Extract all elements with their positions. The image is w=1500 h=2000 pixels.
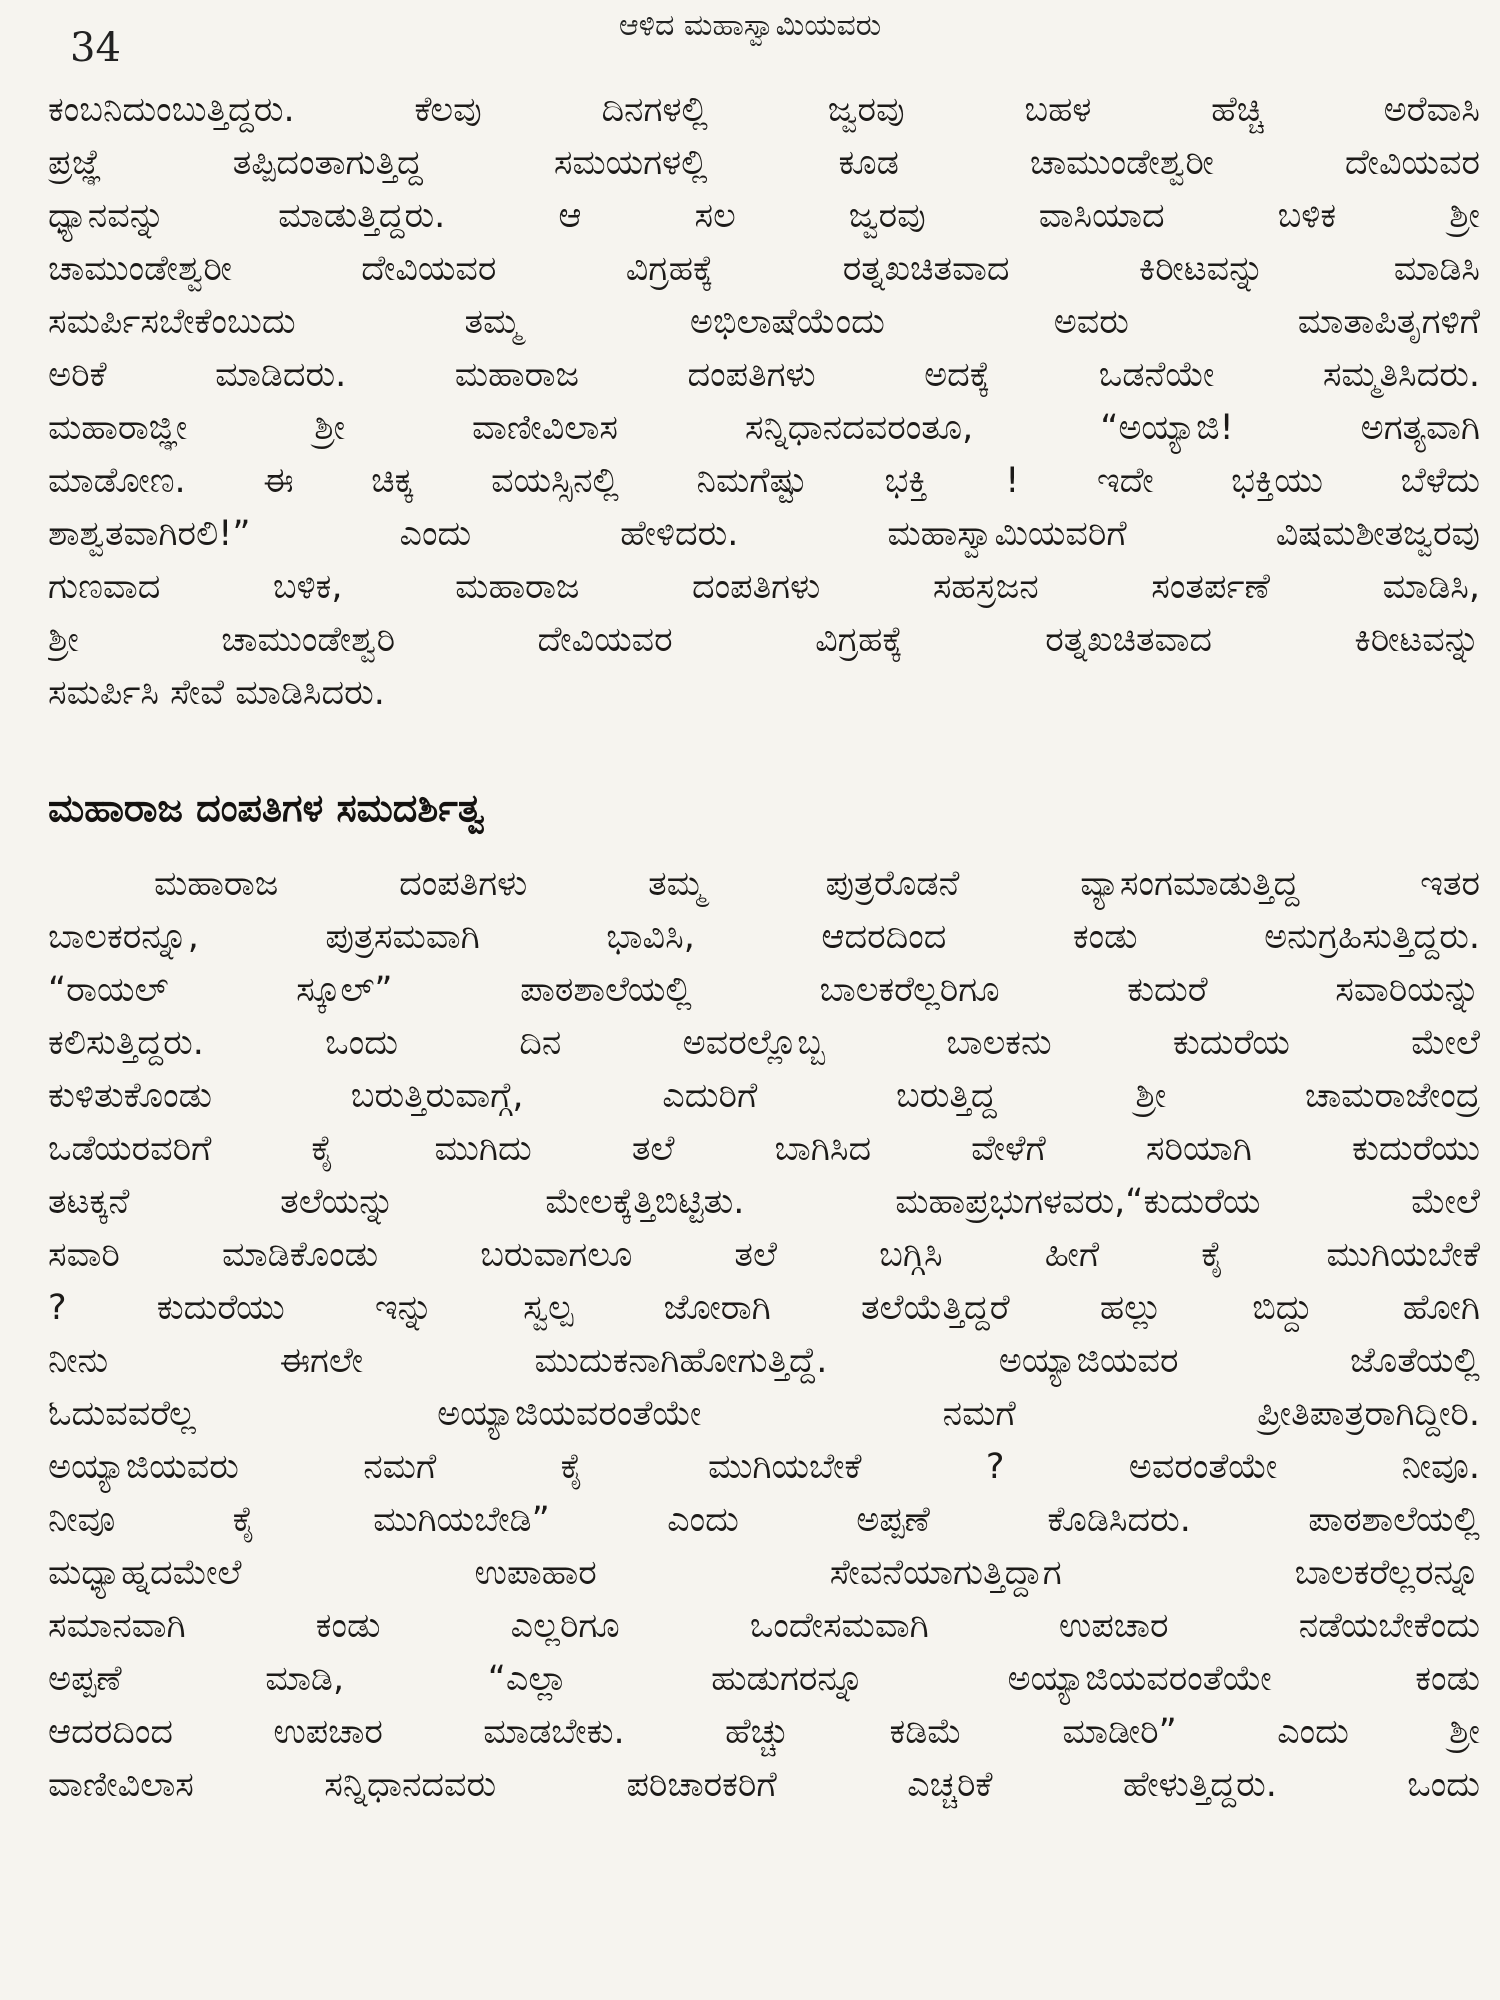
text-line: ಪ್ರಜ್ಞೆ ತಪ್ಪಿದಂತಾಗುತ್ತಿದ್ದ ಸಮಯಗಳಲ್ಲಿ ಕೂಡ ಚಾಮುಂಡೇಶ್ವರೀ ದೇವಿಯವರ — [48, 143, 1480, 183]
text-line: ಸವಾರಿ ಮಾಡಿಕೊಂಡು ಬರುವಾಗಲೂ ತಲೆ ಬಗ್ಗಿಸಿ ಹೀಗೆ ಕೈ ಮುಗಿಯಬೇಕೆ — [48, 1235, 1480, 1275]
text-line: ವಾಣೀವಿಲಾಸ ಸನ್ನಿಧಾನದವರು ಪರಿಚಾರಕರಿಗೆ ಎಚ್ಚರಿಕೆ ಹೇಳುತ್ತಿದ್ದರು. ಒಂದು — [48, 1765, 1480, 1805]
text-line: “ರಾಯಲ್ ಸ್ಕೂಲ್” ಪಾಠಶಾಲೆಯಲ್ಲಿ ಬಾಲಕರೆಲ್ಲರಿಗೂ ಕುದುರೆ ಸವಾರಿಯನ್ನು — [48, 970, 1480, 1010]
text-line: ಕಂಬನಿದುಂಬುತ್ತಿದ್ದರು. ಕೆಲವು ದಿನಗಳಲ್ಲಿ ಜ್ವರವು ಬಹಳ ಹೆಚ್ಚಿ ಅರೆವಾಸಿ — [48, 90, 1480, 130]
text-line: ? ಕುದುರೆಯು ಇನ್ನು ಸ್ವಲ್ಪ ಜೋರಾಗಿ ತಲೆಯೆತ್ತಿದ್ದರೆ ಹಲ್ಲು ಬಿದ್ದು ಹೋಗಿ — [48, 1288, 1480, 1328]
text-line: ಬಾಲಕರನ್ನೂ, ಪುತ್ರಸಮವಾಗಿ ಭಾವಿಸಿ, ಆದರದಿಂದ ಕಂಡು ಅನುಗ್ರಹಿಸುತ್ತಿದ್ದರು. — [48, 917, 1480, 957]
text-line: ಮಹಾರಾಜ್ಞೀ ಶ್ರೀ ವಾಣೀವಿಲಾಸ ಸನ್ನಿಧಾನದವರಂತೂ, “ಅಯ್ಯಾಜಿ! ಅಗತ್ಯವಾಗಿ — [48, 408, 1480, 448]
text-line: ಶಾಶ್ವತವಾಗಿರಲಿ!” ಎಂದು ಹೇಳಿದರು. ಮಹಾಸ್ವಾಮಿಯವರಿಗೆ ವಿಷಮಶೀತಜ್ವರವು — [48, 514, 1480, 554]
text-line: ಒಡೆಯರವರಿಗೆ ಕೈ ಮುಗಿದು ತಲೆ ಬಾಗಿಸಿದ ವೇಳೆಗೆ ಸರಿಯಾಗಿ ಕುದುರೆಯು — [48, 1129, 1480, 1169]
text-line: ತಟಕ್ಕನೆ ತಲೆಯನ್ನು ಮೇಲಕ್ಕೆತ್ತಿಬಿಟ್ಟಿತು. ಮಹಾಪ್ರಭುಗಳವರು,“ಕುದುರೆಯ ಮೇಲೆ — [48, 1182, 1480, 1222]
text-line: ಮಹಾರಾಜ ದಂಪತಿಗಳು ತಮ್ಮ ಪುತ್ರರೊಡನೆ ವ್ಯಾಸಂಗಮಾಡುತ್ತಿದ್ದ ಇತರ — [154, 864, 1480, 904]
text-line: ಅಯ್ಯಾಜಿಯವರು ನಮಗೆ ಕೈ ಮುಗಿಯಬೇಕೆ ? ಅವರಂತೆಯೇ ನೀವೂ. — [48, 1447, 1480, 1487]
section-heading: ಮಹಾರಾಜ ದಂಪತಿಗಳ ಸಮದರ್ಶಿತ್ವ — [48, 786, 485, 830]
text-line: ಸಮಾನವಾಗಿ ಕಂಡು ಎಲ್ಲರಿಗೂ ಒಂದೇಸಮವಾಗಿ ಉಪಚಾರ ನಡೆಯಬೇಕೆಂದು — [48, 1606, 1480, 1646]
text-line: ಅರಿಕೆ ಮಾಡಿದರು. ಮಹಾರಾಜ ದಂಪತಿಗಳು ಅದಕ್ಕೆ ಒಡನೆಯೇ ಸಮ್ಮತಿಸಿದರು. — [48, 355, 1480, 395]
text-line: ಗುಣವಾದ ಬಳಿಕ, ಮಹಾರಾಜ ದಂಪತಿಗಳು ಸಹಸ್ರಜನ ಸಂತರ್ಪಣೆ ಮಾಡಿಸಿ, — [48, 567, 1480, 607]
paragraph-2 — [48, 858, 1480, 1812]
text-line: ಶ್ರೀ ಚಾಮುಂಡೇಶ್ವರಿ ದೇವಿಯವರ ವಿಗ್ರಹಕ್ಕೆ ರತ್ನಖಚಿತವಾದ ಕಿರೀಟವನ್ನು — [48, 620, 1480, 660]
text-line: ಓದುವವರೆಲ್ಲ ಅಯ್ಯಾಜಿಯವರಂತೆಯೇ ನಮಗೆ ಪ್ರೀತಿಪಾತ್ರರಾಗಿದ್ದೀರಿ. — [48, 1394, 1480, 1434]
text-line: ಸಮರ್ಪಿಸಿ ಸೇವೆ ಮಾಡಿಸಿದರು. — [48, 673, 385, 713]
text-line: ಮಾಡೋಣ. ಈ ಚಿಕ್ಕ ವಯಸ್ಸಿನಲ್ಲಿ ನಿಮಗೆಷ್ಟು ಭಕ್ತಿ ! ಇದೇ ಭಕ್ತಿಯು ಬೆಳೆದು — [48, 461, 1480, 501]
text-line: ಚಾಮುಂಡೇಶ್ವರೀ ದೇವಿಯವರ ವಿಗ್ರಹಕ್ಕೆ ರತ್ನಖಚಿತವಾದ ಕಿರೀಟವನ್ನು ಮಾಡಿಸಿ — [48, 249, 1480, 289]
text-line: ಮಧ್ಯಾಹ್ನದಮೇಲೆ ಉಪಾಹಾರ ಸೇವನೆಯಾಗುತ್ತಿದ್ದಾಗ ಬಾಲಕರೆಲ್ಲರನ್ನೂ — [48, 1553, 1480, 1593]
running-header-title: ಆಳಿದ ಮಹಾಸ್ವಾಮಿಯವರು — [618, 8, 882, 43]
paragraph-1 — [48, 84, 1480, 720]
text-line: ಕಲಿಸುತ್ತಿದ್ದರು. ಒಂದು ದಿನ ಅವರಲ್ಲೊಬ್ಬ ಬಾಲಕನು ಕುದುರೆಯ ಮೇಲೆ — [48, 1023, 1480, 1063]
text-line: ನೀವೂ ಕೈ ಮುಗಿಯಬೇಡಿ” ಎಂದು ಅಪ್ಪಣೆ ಕೊಡಿಸಿದರು. ಪಾಠಶಾಲೆಯಲ್ಲಿ — [48, 1500, 1480, 1540]
text-line: ಆದರದಿಂದ ಉಪಚಾರ ಮಾಡಬೇಕು. ಹೆಚ್ಚು ಕಡಿಮೆ ಮಾಡೀರಿ” ಎಂದು ಶ್ರೀ — [48, 1712, 1480, 1752]
text-line: ಧ್ಯಾನವನ್ನು ಮಾಡುತ್ತಿದ್ದರು. ಆ ಸಲ ಜ್ವರವು ವಾಸಿಯಾದ ಬಳಿಕ ಶ್ರೀ — [48, 196, 1480, 236]
text-line: ಅಪ್ಪಣೆ ಮಾಡಿ, “ಎಲ್ಲಾ ಹುಡುಗರನ್ನೂ ಅಯ್ಯಾಜಿಯವರಂತೆಯೇ ಕಂಡು — [48, 1659, 1480, 1699]
text-line: ಕುಳಿತುಕೊಂಡು ಬರುತ್ತಿರುವಾಗ್ಗೆ, ಎದುರಿಗೆ ಬರುತ್ತಿದ್ದ ಶ್ರೀ ಚಾಮರಾಜೇಂದ್ರ — [48, 1076, 1480, 1116]
text-line: ಸಮರ್ಪಿಸಬೇಕೆಂಬುದು ತಮ್ಮ ಅಭಿಲಾಷೆಯೆಂದು ಅವರು ಮಾತಾಪಿತೃಗಳಿಗೆ — [48, 302, 1480, 342]
page-number: 34 — [70, 25, 121, 71]
text-line: ನೀನು ಈಗಲೇ ಮುದುಕನಾಗಿಹೋಗುತ್ತಿದ್ದೆ. ಅಯ್ಯಾಜಿಯವರ ಜೊತೆಯಲ್ಲಿ — [48, 1341, 1480, 1381]
